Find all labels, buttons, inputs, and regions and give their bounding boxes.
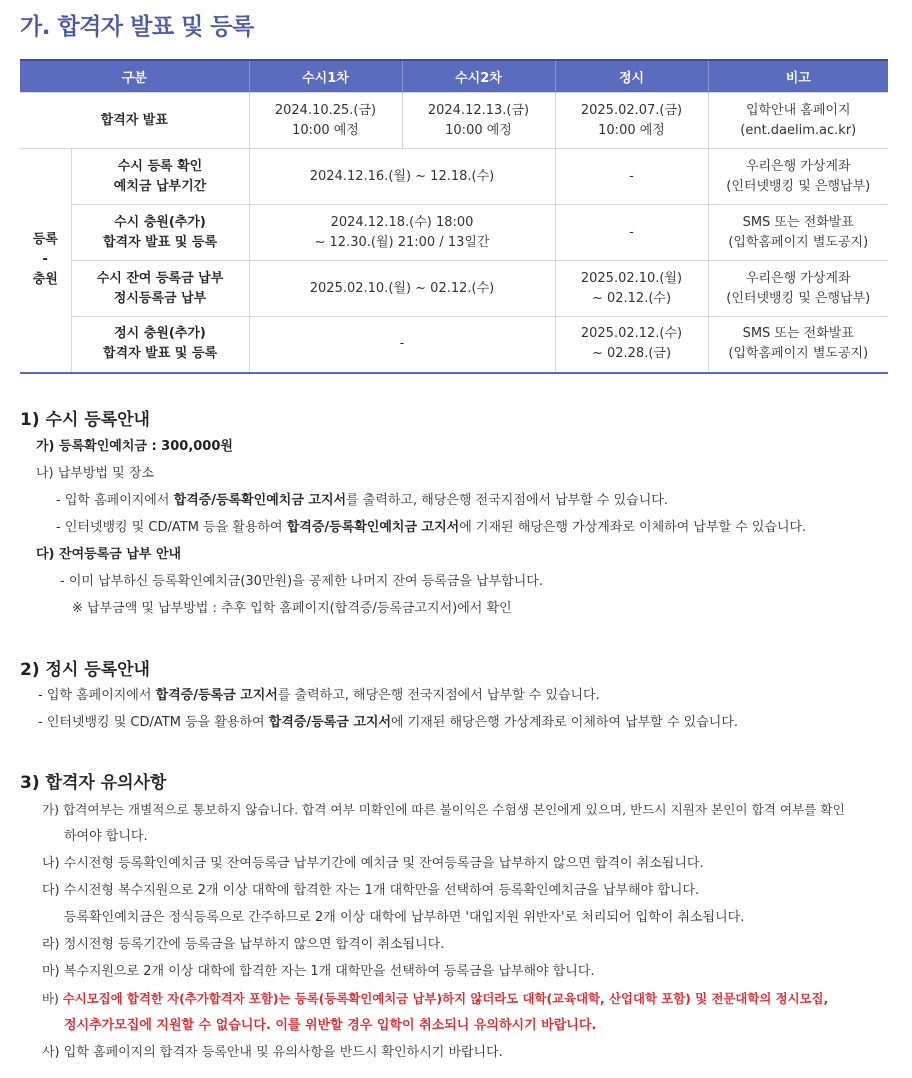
header-jeongsi: 정시	[555, 60, 708, 93]
notice-item: 사) 입학 홈페이지의 합격자 등록안내 및 유의사항을 반드시 확인하시기 바랍니다.	[42, 1045, 503, 1060]
notice-item-cont: 등록확인예치금은 정식등록으로 간주하므로 2개 이상 대학에 납부하면 '대입지원 위반자'로 처리되어 입학이 취소됩니다.	[64, 910, 745, 925]
header-susi1: 수시1차	[249, 60, 402, 93]
cell-jeongsi: 2025.02.07.(금) 10:00 예정	[555, 93, 708, 149]
table-header-row	[20, 60, 888, 93]
remaining-fee-note: ※ 납부금액 및 납부방법 : 추후 입학 홈페이지(합격증/등록금고지서)에서 확인	[72, 601, 512, 616]
cell-susi2: 2024.12.13.(금) 10:00 예정	[402, 93, 555, 149]
cell-note: 우리은행 가상계좌 (인터넷뱅킹 및 은행납부)	[708, 149, 888, 205]
table-row	[20, 149, 888, 205]
deposit-amount: 가) 등록확인예치금 : 300,000원	[36, 439, 233, 454]
section-title-jeongsi: 2) 정시 등록안내	[20, 660, 150, 680]
table-row	[20, 261, 888, 317]
table-row	[20, 317, 888, 373]
cell-susi: 2025.02.10.(월) ~ 02.12.(수)	[249, 261, 555, 317]
notice-item-warning: 바) 수시모집에 합격한 자(추가합격자 포함)는 등록(등록확인예치금 납부)하지 않더라도 대학(교육대학, 산업대학 포함) 및 전문대학의 정시모집,	[42, 991, 829, 1006]
cell-susi: 2024.12.18.(수) 18:00 ~ 12.30.(월) 21:00 / 13일간	[249, 205, 555, 261]
row-label: 수시 등록 확인 예치금 납부기간	[71, 149, 249, 205]
group-label: 등록 - 충원	[20, 149, 71, 373]
notice-item: 라) 정시전형 등록기간에 등록금을 납부하지 않으면 합격이 취소됩니다.	[42, 937, 445, 952]
row-label: 합격자 발표	[20, 93, 249, 149]
cell-note: 입학안내 홈페이지 (ent.daelim.ac.kr)	[708, 93, 888, 149]
remaining-fee-line: - 이미 납부하신 등록확인예치금(30만원)을 공제한 나머지 잔여 등록금을 납부합니다.	[60, 574, 543, 589]
page-title: 가. 합격자 발표 및 등록	[20, 14, 254, 40]
notice-item-cont: 하여야 합니다.	[64, 829, 148, 844]
row-label: 수시 충원(추가) 합격자 발표 및 등록	[71, 205, 249, 261]
payment-method-heading: 나) 납부방법 및 장소	[36, 466, 154, 481]
cell-susi1: 2024.10.25.(금) 10:00 예정	[249, 93, 402, 149]
jeongsi-bank-line: - 입학 홈페이지에서 합격증/등록금 고지서를 출력하고, 해당은행 전국지점에서 납부할 수 있습니다.	[38, 688, 600, 703]
cell-note: SMS 또는 전화발표 (입학홈페이지 별도공지)	[708, 205, 888, 261]
section-title-susi: 1) 수시 등록안내	[20, 410, 150, 430]
remaining-fee-heading: 다) 잔여등록금 납부 안내	[36, 547, 182, 562]
notice-item: 가) 합격여부는 개별적으로 통보하지 않습니다. 합격 여부 미확인에 따른 불이익은 수험생 본인에게 있으며, 반드시 지원자 본인이 합격 여부를 확인	[42, 802, 845, 817]
cell-note: SMS 또는 전화발표 (입학홈페이지 별도공지)	[708, 317, 888, 373]
section-title-notice: 3) 합격자 유의사항	[20, 773, 167, 793]
payment-online-line: - 인터넷뱅킹 및 CD/ATM 등을 활용하여 합격증/등록확인예치금 고지서에 기재된 해당은행 가상계좌로 이체하여 납부할 수 있습니다.	[56, 520, 807, 535]
cell-jeongsi: 2025.02.12.(수) ~ 02.28.(금)	[555, 317, 708, 373]
cell-jeongsi: -	[555, 149, 708, 205]
table-row-announce	[20, 93, 888, 149]
notice-item: 마) 복수지원으로 2개 이상 대학에 합격한 자는 1개 대학만을 선택하여 등록금을 납부해야 합니다.	[42, 964, 595, 979]
notice-item: 다) 수시전형 복수지원으로 2개 이상 대학에 합격한 자는 1개 대학만을 선택하여 등록확인예치금을 납부해야 합니다.	[42, 883, 700, 898]
jeongsi-online-line: - 인터넷뱅킹 및 CD/ATM 등을 활용하여 합격증/등록금 고지서에 기재된 해당은행 가상계좌로 이체하여 납부할 수 있습니다.	[38, 715, 739, 730]
payment-bank-line: - 입학 홈페이지에서 합격증/등록확인예치금 고지서를 출력하고, 해당은행 전국지점에서 납부할 수 있습니다.	[56, 493, 668, 508]
table-row	[20, 205, 888, 261]
cell-susi: -	[249, 317, 555, 373]
cell-note: 우리은행 가상계좌 (인터넷뱅킹 및 은행납부)	[708, 261, 888, 317]
row-label: 수시 잔여 등록금 납부 정시등록금 납부	[71, 261, 249, 317]
cell-jeongsi: 2025.02.10.(월) ~ 02.12.(수)	[555, 261, 708, 317]
header-category: 구분	[20, 60, 249, 93]
cell-susi: 2024.12.16.(월) ~ 12.18.(수)	[249, 149, 555, 205]
notice-item: 나) 수시전형 등록확인예치금 및 잔여등록금 납부기간에 예치금 및 잔여등록금을 납부하지 않으면 합격이 취소됩니다.	[42, 856, 704, 871]
schedule-table	[20, 59, 888, 374]
notice-item-warning-cont: 정시추가모집에 지원할 수 없습니다. 이를 위반할 경우 입학이 취소되니 유의하시기 바랍니다.	[64, 1018, 597, 1033]
header-note: 비고	[708, 60, 888, 93]
row-label: 정시 충원(추가) 합격자 발표 및 등록	[71, 317, 249, 373]
cell-jeongsi: -	[555, 205, 708, 261]
header-susi2: 수시2차	[402, 60, 555, 93]
